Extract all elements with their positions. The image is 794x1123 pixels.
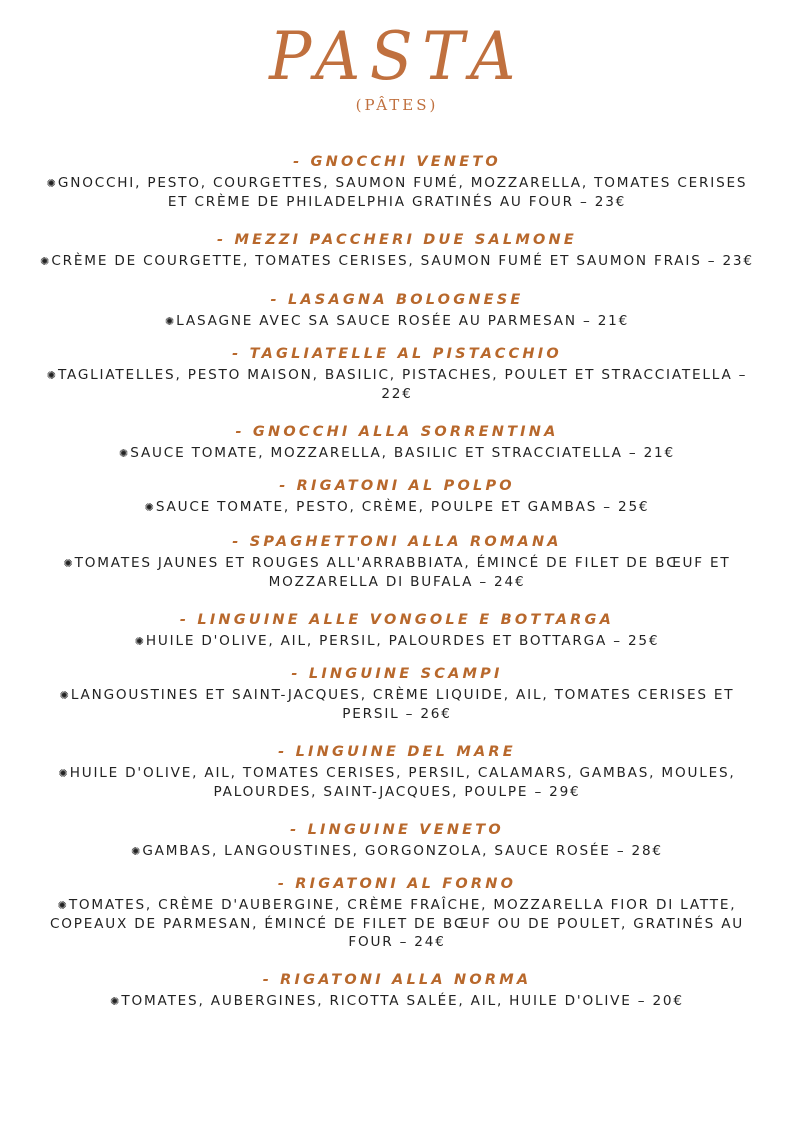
star-bullet-icon: ✺ [164, 315, 175, 328]
menu-item [40, 821, 754, 861]
star-bullet-icon: ✺ [110, 995, 120, 1008]
dish-description [40, 366, 754, 403]
menu-item [40, 291, 754, 331]
menu-item [40, 875, 754, 951]
star-bullet-icon: ✺ [57, 899, 67, 912]
dish-name: - LINGUINE ALLE VONGOLE E BOTTARGA [179, 612, 615, 628]
dish-description-text: GNOCCHI, PESTO, COURGETTES, SAUMON FUMÉ, MOZZARELLA, TOMATES CERISES ET CRÈME DE PHILADELPHIA GRATINÉS AU FOUR – 23€ [57, 175, 748, 210]
menu-item [40, 743, 754, 801]
dish-description [40, 896, 754, 951]
dish-name: - MEZZI PACCHERI DUE SALMONE [217, 232, 577, 248]
menu-item [40, 611, 754, 651]
star-bullet-icon: ✺ [59, 689, 69, 702]
dish-description [40, 992, 754, 1011]
dish-name: - SPAGHETTONI ALLA ROMANA [232, 534, 562, 550]
menu-item [40, 153, 754, 211]
dish-description-text: GAMBAS, LANGOUSTINES, GORGONZOLA, SAUCE ROSÉE – 28€ [142, 843, 663, 859]
dish-description [40, 312, 754, 331]
menu-item [40, 533, 754, 591]
dish-description-text: LANGOUSTINES ET SAINT-JACQUES, CRÈME LIQUIDE, AIL, TOMATES CERISES ET PERSIL – 26€ [70, 687, 735, 722]
star-bullet-icon: ✺ [46, 177, 56, 190]
dish-description-text: TOMATES JAUNES ET ROUGES ALL'ARRABBIATA, ÉMINCÉ DE FILET DE BŒUF ET MOZZARELLA DI BUFALA – 24€ [74, 555, 731, 590]
dish-description [40, 686, 754, 723]
dish-description-text: HUILE D'OLIVE, AIL, PERSIL, PALOURDES ET BOTTARGA – 25€ [145, 633, 660, 649]
dish-description-text: CRÈME DE COURGETTE, TOMATES CERISES, SAUMON FUMÉ ET SAUMON FRAIS – 23€ [51, 253, 754, 269]
dish-description [40, 632, 754, 651]
dish-description-text: HUILE D'OLIVE, AIL, TOMATES CERISES, PERSIL, CALAMARS, GAMBAS, MOULES, PALOURDES, SAINT-JACQUES, POULPE – 29€ [69, 765, 736, 800]
star-bullet-icon: ✺ [119, 447, 129, 460]
page-subtitle: (PÂTES) [355, 96, 439, 114]
dish-description [40, 174, 754, 211]
star-bullet-icon: ✺ [40, 255, 50, 268]
dish-name: - LINGUINE DEL MARE [278, 744, 516, 760]
star-bullet-icon: ✺ [134, 635, 144, 648]
dish-description-text: LASAGNE AVEC SA SAUCE ROSÉE AU PARMESAN – 21€ [176, 313, 630, 329]
menu-item [40, 345, 754, 403]
dish-name: - TAGLIATELLE AL PISTACCHIO [232, 346, 562, 362]
menu-item [40, 231, 754, 271]
dish-name: - LINGUINE SCAMPI [291, 666, 503, 682]
menu-list [40, 153, 754, 1011]
dish-name: - GNOCCHI VENETO [293, 154, 501, 170]
page-title: PASTA [269, 18, 525, 95]
star-bullet-icon: ✺ [46, 369, 56, 382]
dish-description [40, 498, 754, 517]
star-bullet-icon: ✺ [144, 501, 154, 514]
dish-name: - RIGATONI AL POLPO [279, 478, 515, 494]
star-bullet-icon: ✺ [63, 557, 73, 570]
dish-description [40, 764, 754, 801]
dish-description [40, 554, 754, 591]
menu-item [40, 477, 754, 517]
dish-name: - RIGATONI AL FORNO [277, 876, 517, 892]
menu-item [40, 971, 754, 1011]
dish-description [40, 444, 754, 463]
dish-description-text: TOMATES, CRÈME D'AUBERGINE, CRÈME FRAÎCHE, MOZZARELLA FIOR DI LATTE, COPEAUX DE PARMESAN, ÉMINCÉ DE FILET DE BŒUF OU DE POULET, GRATINÉS AU FOUR – 24€ [49, 897, 745, 950]
dish-name: - LASAGNA BOLOGNESE [270, 292, 524, 308]
dish-name: - LINGUINE VENETO [290, 822, 504, 838]
dish-name: - RIGATONI ALLA NORMA [262, 972, 532, 988]
star-bullet-icon: ✺ [58, 767, 68, 780]
menu-item [40, 423, 754, 463]
dish-name: - GNOCCHI ALLA SORRENTINA [235, 424, 559, 440]
dish-description [40, 842, 754, 861]
star-bullet-icon: ✺ [131, 845, 141, 858]
dish-description-text: TAGLIATELLES, PESTO MAISON, BASILIC, PISTACHES, POULET ET STRACCIATELLA – 22€ [57, 367, 748, 402]
dish-description-text: TOMATES, AUBERGINES, RICOTTA SALÉE, AIL, HUILE D'OLIVE – 20€ [121, 993, 684, 1009]
dish-description-text: SAUCE TOMATE, PESTO, CRÈME, POULPE ET GAMBAS – 25€ [155, 499, 650, 515]
menu-item [40, 665, 754, 723]
dish-description-text: SAUCE TOMATE, MOZZARELLA, BASILIC ET STRACCIATELLA – 21€ [130, 445, 675, 461]
dish-description [40, 252, 754, 271]
